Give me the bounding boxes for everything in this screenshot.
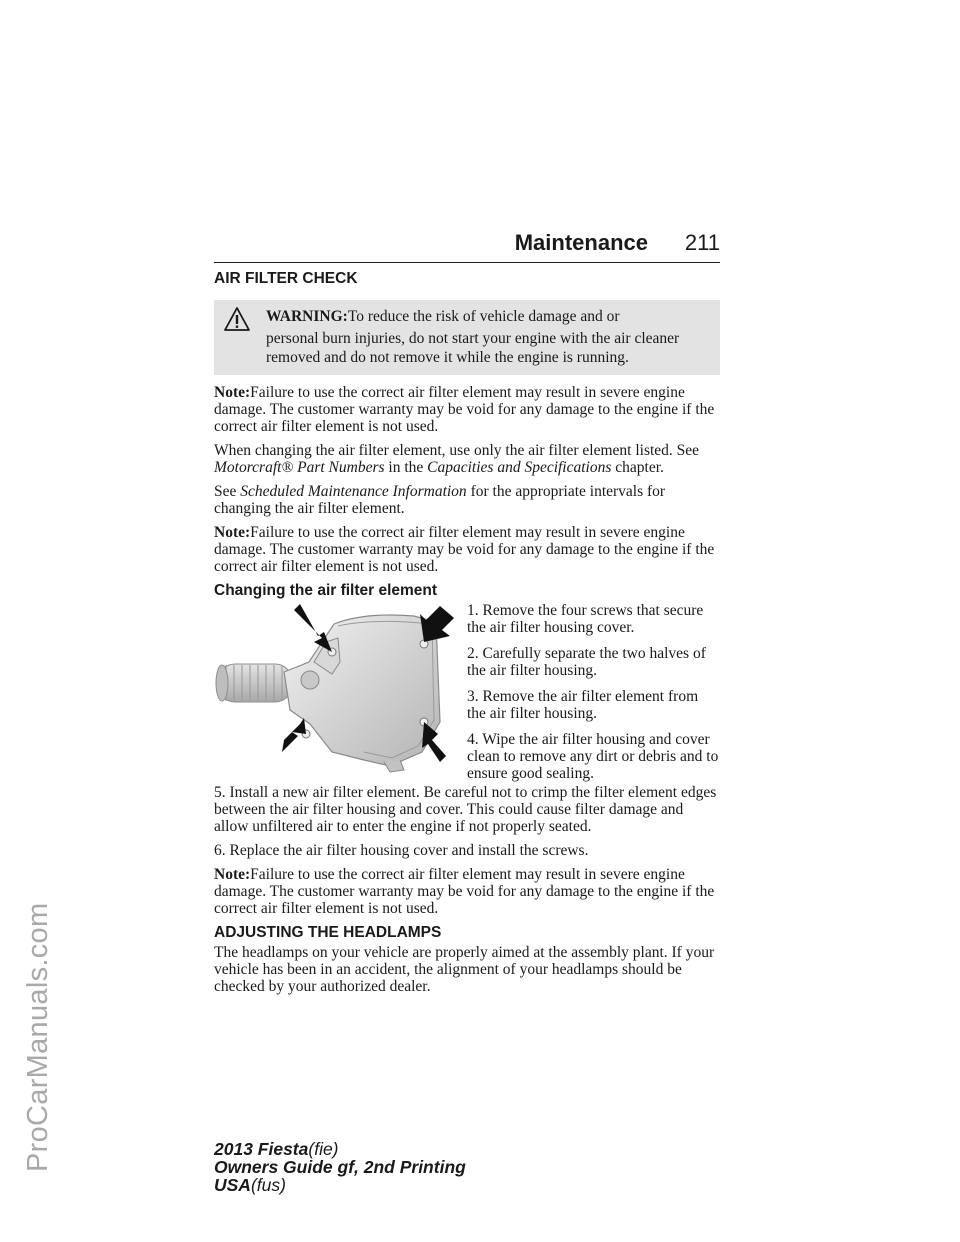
- warning-text-rest: personal burn injuries, do not start your engine with the air cleaner removed and do not remove it while the engine is running.: [266, 330, 680, 366]
- footer-line-3: USA(fus): [214, 1175, 286, 1195]
- headlamps-text: The headlamps on your vehicle are properly aimed at the assembly plant. If your vehicle has been in an accident, the alignment of your headlamps should be checked by your authorized dealer.: [214, 944, 715, 995]
- para-schedule: See Scheduled Maintenance Information for the appropriate intervals for changing the air filter element.: [214, 483, 666, 517]
- air-filter-housing-illustration: [214, 602, 456, 774]
- warning-box: [214, 300, 720, 375]
- para-changing-element: When changing the air filter element, use only the air filter element listed. See Motorcraft® Part Numbers in the Capacities and Specifications chapter.: [214, 442, 700, 476]
- page-footer: [214, 1140, 466, 1194]
- heading-changing-element: Changing the air filter element: [214, 582, 438, 599]
- note-3: Note:Failure to use the correct air filter element may result in severe engine damage. The customer warranty may be void for any damage to the engine if the correct air filter element is not used.: [214, 866, 715, 917]
- ref-motorcraft-part-numbers[interactable]: Motorcraft® Part Numbers: [214, 459, 385, 476]
- note-2: Note:Failure to use the correct air filter element may result in severe engine damage. The customer warranty may be void for any damage to the engine if the correct air filter element is not used.: [214, 524, 715, 575]
- page-header: [214, 226, 720, 263]
- figure-with-steps: [214, 602, 720, 782]
- heading-air-filter-check: AIR FILTER CHECK: [214, 270, 358, 287]
- step-2: 2. Carefully separate the two halves of the air filter housing.: [467, 645, 706, 679]
- warning-label: WARNING:: [266, 308, 348, 325]
- ref-scheduled-maintenance[interactable]: Scheduled Maintenance Information: [240, 483, 467, 500]
- step-3: 3. Remove the air filter element from the air filter housing.: [467, 688, 699, 722]
- heading-adjusting-headlamps: ADJUSTING THE HEADLAMPS: [214, 924, 442, 941]
- note-1: Note:Failure to use the correct air filter element may result in severe engine damage. The customer warranty may be void for any damage to the engine if the correct air filter element is not used.: [214, 384, 715, 435]
- step-6: 6. Replace the air filter housing cover and install the screws.: [214, 842, 589, 859]
- step-4: 4. Wipe the air filter housing and cover clean to remove any dirt or debris and to ensure good sealing.: [467, 731, 719, 782]
- housing-body: [284, 615, 440, 766]
- page-content: [214, 270, 720, 1002]
- warning-triangle-icon: [223, 306, 251, 332]
- section-title: Maintenance: [514, 230, 648, 255]
- footer-line-2: Owners Guide gf, 2nd Printing: [214, 1157, 466, 1177]
- ref-capacities-specifications[interactable]: Capacities and Specifications: [427, 459, 612, 476]
- step-1: 1. Remove the four screws that secure the air filter housing cover.: [467, 602, 704, 636]
- step-5: 5. Install a new air filter element. Be careful not to crimp the filter element edges between the air filter housing and cover. This could cause filter damage and allow unfiltered air to enter the engine if not properly seated.: [214, 784, 717, 835]
- watermark: ProCarManuals.com: [22, 902, 54, 1172]
- steps-list: [467, 602, 720, 791]
- page-number: 211: [684, 230, 720, 255]
- warning-text-lead: WARNING:To reduce the risk of vehicle damage and or: [266, 308, 620, 325]
- footer-line-1: 2013 Fiesta(fie): [214, 1139, 339, 1159]
- intake-hose: [216, 664, 292, 702]
